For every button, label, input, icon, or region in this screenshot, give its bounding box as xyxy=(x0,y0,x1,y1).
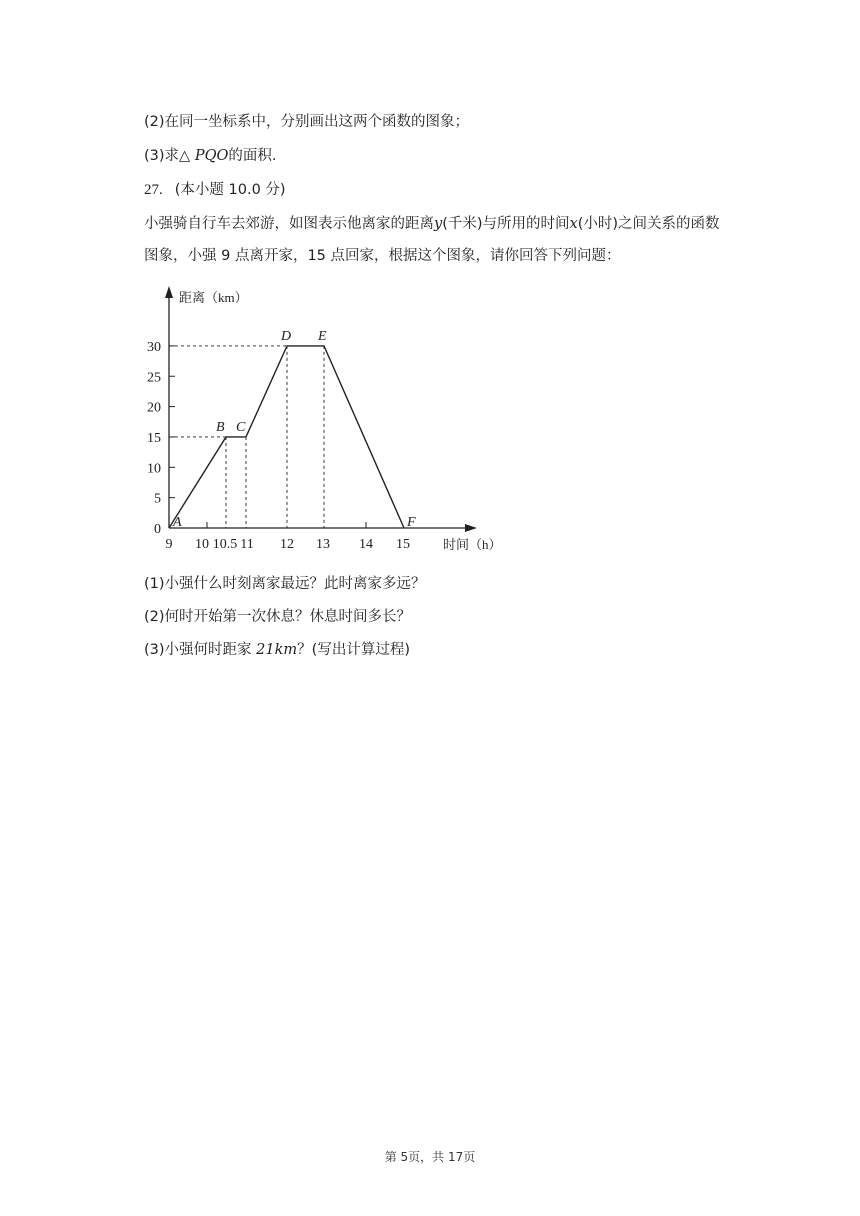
q3-var: 21km xyxy=(256,642,298,658)
y-axis-label: 距离（km） xyxy=(179,290,248,305)
axes xyxy=(165,286,477,532)
y-tick-label: 20 xyxy=(147,400,161,416)
x-tick-label: 15 xyxy=(396,537,410,552)
point-label-b: B xyxy=(216,419,225,435)
q3-suffix: ？(写出计算过程) xyxy=(297,642,410,658)
y-tick-label: 15 xyxy=(147,430,161,446)
y-tick-label: 30 xyxy=(147,339,161,355)
point-label-f: F xyxy=(407,515,416,530)
graph-series xyxy=(169,346,404,528)
text-line-part3 xyxy=(144,146,276,166)
part3-suffix: 的面积. xyxy=(228,148,277,164)
question-number: 27. xyxy=(144,182,163,198)
x-tick-label: 11 xyxy=(240,537,254,552)
part3-prefix: (3)求△ xyxy=(144,148,195,164)
text-line-part2: (2)在同一坐标系中，分别画出这两个函数的图象； xyxy=(144,114,470,130)
question-header xyxy=(144,180,286,200)
distance-series-line xyxy=(169,346,404,528)
page-footer: 第 5页，共 17页 xyxy=(384,1150,476,1164)
point-label-c: C xyxy=(236,419,246,435)
question-3 xyxy=(144,640,410,660)
problem-text-line-2: 图象，小强 9 点离开家，15 点回家，根据这个图象，请你回答下列问题： xyxy=(144,248,621,264)
x-tick-label: 10.5 xyxy=(212,537,238,552)
y-tick-label: 10 xyxy=(147,461,161,477)
y-tick-label: 25 xyxy=(147,370,161,386)
p1-c: (小时)之间关系的函数 xyxy=(577,216,720,232)
x-tick-label: 10 xyxy=(195,537,209,552)
graph-labels xyxy=(172,290,502,552)
x-tick-label: 9 xyxy=(165,537,173,552)
axis-ticks xyxy=(147,340,410,552)
x-tick-label: 12 xyxy=(280,537,294,552)
point-label-d: D xyxy=(281,328,292,344)
triangle-var: PQO xyxy=(194,148,229,164)
question-1: (1)小强什么时刻离家最远？此时离家多远？ xyxy=(144,576,426,592)
x-tick-label: 14 xyxy=(359,537,373,552)
problem-text-line-1 xyxy=(144,214,720,234)
p1-a: 小强骑自行车去郊游，如图表示他离家的距离 xyxy=(144,216,434,232)
y-tick-label: 5 xyxy=(154,491,161,507)
question-2: (2)何时开始第一次休息？休息时间多长？ xyxy=(144,609,412,625)
point-label-a: A xyxy=(173,515,182,530)
point-label-e: E xyxy=(318,328,327,344)
distance-time-graph xyxy=(135,282,515,564)
y-axis-arrow xyxy=(165,286,173,298)
var-x: x xyxy=(569,216,578,232)
x-axis-label: 时间（h） xyxy=(443,537,502,552)
question-score: (本小题 10.0 分) xyxy=(174,182,286,198)
q3-prefix: (3)小强何时距家 xyxy=(144,642,257,658)
var-y: y xyxy=(434,216,443,232)
y-tick-label: 0 xyxy=(154,522,161,537)
p1-b: (千米)与所用的时间 xyxy=(442,216,570,232)
x-axis-arrow xyxy=(465,524,477,532)
x-tick-label: 13 xyxy=(316,537,330,552)
